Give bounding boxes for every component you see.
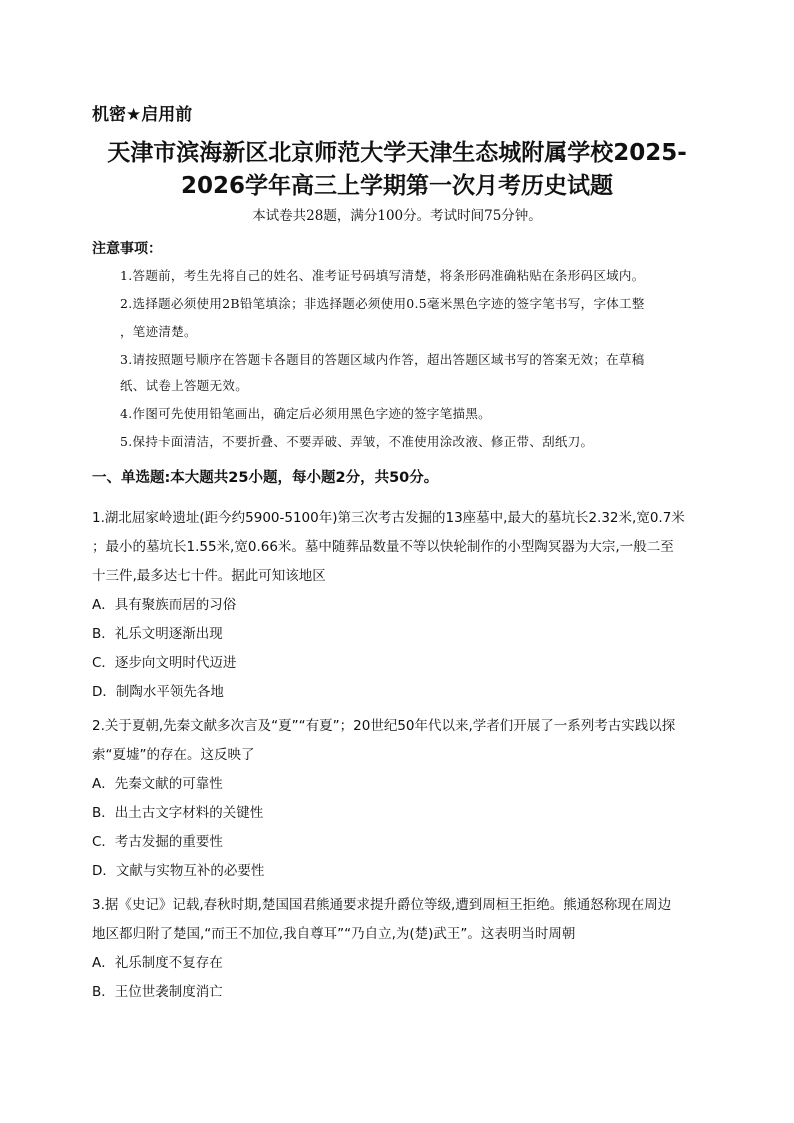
question-1-line-1: 1.湖北屈家岭遗址(距今约5900-5100年)第三次考古发掘的13座墓中,最大的墓坑长2.32米,宽0.7米 xyxy=(92,510,685,526)
question-2-line-2: 索“夏墟”的存在。这反映了 xyxy=(92,747,255,763)
question-3-option-b: B．王位世袭制度消亡 xyxy=(92,984,223,1000)
notice-line: ，笔迹清楚。 xyxy=(120,324,197,339)
exam-title-line-2: 2026学年高三上学期第一次月考历史试题 xyxy=(180,173,613,199)
question-1-option-b: B．礼乐文明逐渐出现 xyxy=(92,626,223,642)
question-1-line-3: 十三件,最多达七十件。据此可知该地区 xyxy=(92,568,326,584)
exam-title-line-1: 天津市滨海新区北京师范大学天津生态城附属学校2025- xyxy=(107,140,687,166)
notice-line: 3.请按照题号顺序在答题卡各题目的答题区域内作答，超出答题区域书写的答案无效；在草稿 xyxy=(120,352,645,367)
notice-line: 5.保持卡面清洁，不要折叠、不要弄破、弄皱，不准使用涂改液、修正带、刮纸刀。 xyxy=(120,434,594,449)
notice-line: 4.作图可先使用铅笔画出，确定后必须用黑色字迹的签字笔描黑。 xyxy=(120,406,491,421)
question-1-option-a: A．具有聚族而居的习俗 xyxy=(92,597,237,613)
exam-info: 本试卷共28题，满分100分。考试时间75分钟。 xyxy=(252,208,542,224)
question-1-option-c: C．逐步向文明时代迈进 xyxy=(92,655,237,671)
question-3-option-a: A．礼乐制度不复存在 xyxy=(92,955,223,971)
notice-heading: 注意事项： xyxy=(92,241,162,257)
question-1-option-d: D．制陶水平领先各地 xyxy=(92,684,224,700)
notice-line: 纸、试卷上答题无效。 xyxy=(120,378,249,393)
question-2-option-d: D．文献与实物互补的必要性 xyxy=(92,863,265,879)
question-3-line-1: 3.据《史记》记载,春秋时期,楚国国君熊通要求提升爵位等级,遭到周桓王拒绝。熊通怒称现在周边 xyxy=(92,897,672,913)
question-2-option-a: A．先秦文献的可靠性 xyxy=(92,776,223,792)
section-heading: 一、单选题:本大题共25小题，每小题2分，共50分。 xyxy=(92,470,439,486)
notice-line: 2.选择题必须使用2B铅笔填涂；非选择题必须使用0.5毫米黑色字迹的签字笔书写，字体工整 xyxy=(120,296,645,311)
question-2-option-c: C．考古发掘的重要性 xyxy=(92,834,223,850)
question-2-line-1: 2.关于夏朝,先秦文献多次言及“夏”“有夏”；20世纪50年代以来,学者们开展了一系列考古实践以探 xyxy=(92,718,676,734)
notice-line: 1.答题前，考生先将自己的姓名、准考证号码填写清楚，将条形码准确粘贴在条形码区域内。 xyxy=(120,268,645,283)
question-1-line-2: ；最小的墓坑长1.55米,宽0.66米。墓中随葬品数量不等以快轮制作的小型陶冥器为大宗,一般二至 xyxy=(92,539,674,555)
question-2-option-b: B．出土古文字材料的关键性 xyxy=(92,805,264,821)
confidential-label: 机密★启用前 xyxy=(92,105,193,125)
question-3-line-2: 地区都归附了楚国,“而王不加位,我自尊耳”“乃自立,为(楚)武王”。这表明当时周朝 xyxy=(92,926,576,942)
